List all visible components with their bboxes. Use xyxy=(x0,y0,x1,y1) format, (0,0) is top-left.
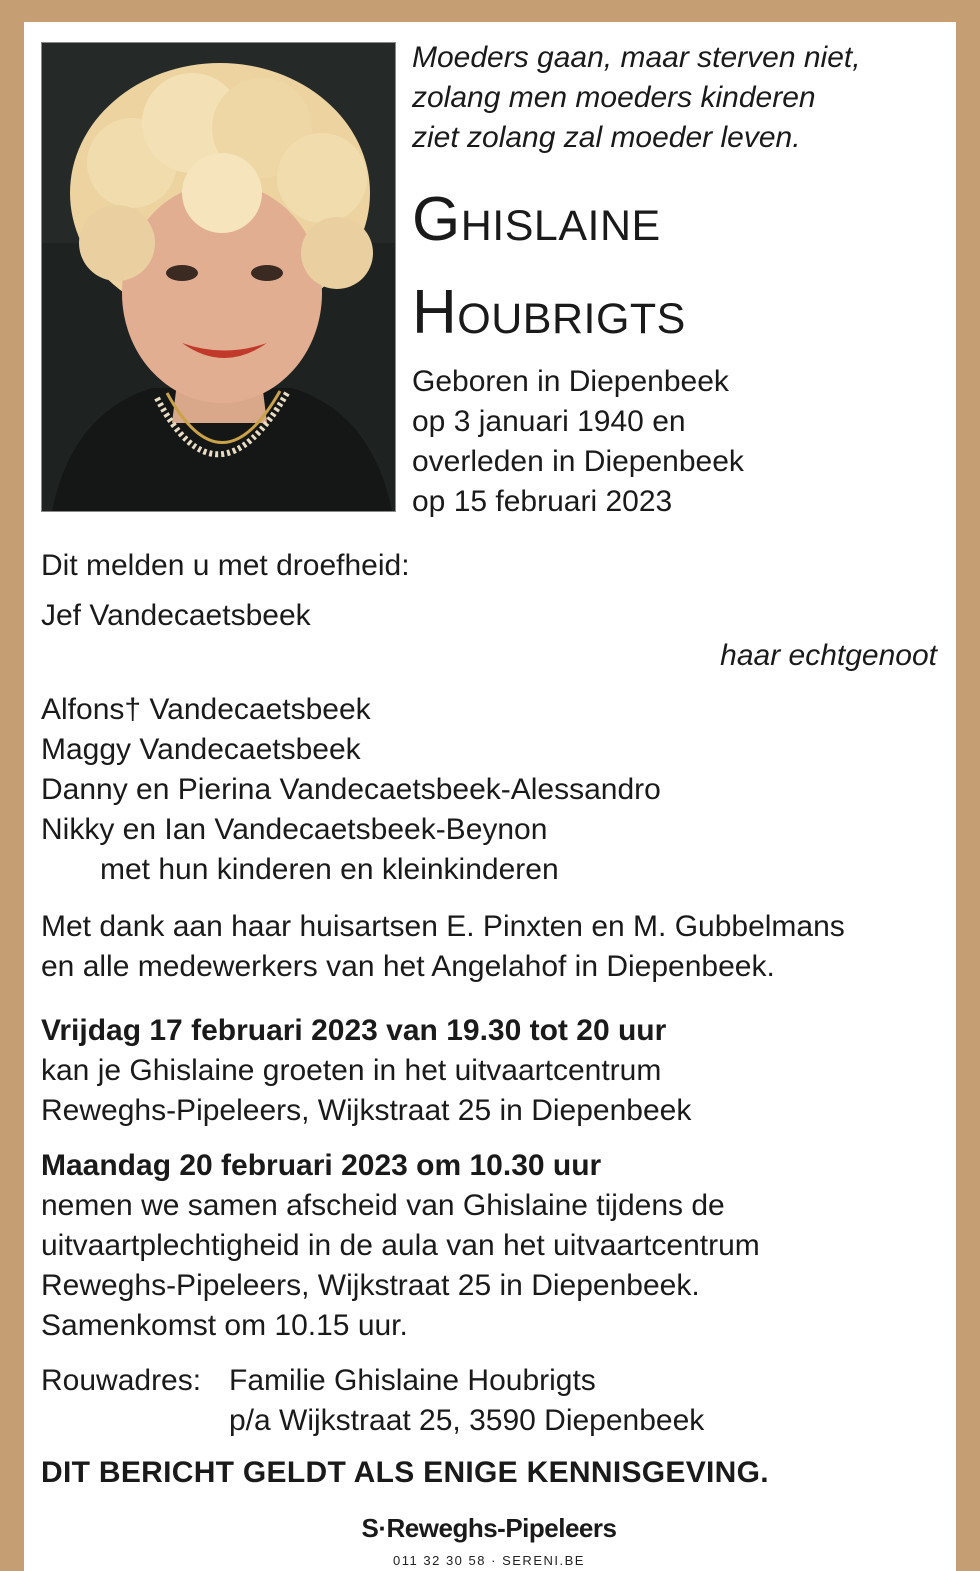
funeral-line: nemen we samen afscheid van Ghislaine tijdens de xyxy=(41,1189,725,1222)
poem-line: Moeders gaan, maar sterven niet, xyxy=(412,41,861,74)
portrait-illustration xyxy=(42,43,395,511)
poem xyxy=(412,38,861,158)
poem-line: ziet zolang zal moeder leven. xyxy=(412,121,801,154)
child-name: Maggy Vandecaetsbeek xyxy=(41,733,361,766)
intro-text: Dit melden u met droefheid: xyxy=(41,549,410,582)
spouse-role: haar echtgenoot xyxy=(720,639,937,672)
child-name: Nikky en Ian Vandecaetsbeek-Beynon xyxy=(41,813,548,846)
child-name: Danny en Pierina Vandecaetsbeek-Alessandro xyxy=(41,773,661,806)
visitation-date: Vrijdag 17 februari 2023 van 19.30 tot 20 uur xyxy=(41,1014,667,1047)
life-details xyxy=(412,362,744,522)
funeral-line: Reweghs-Pipeleers, Wijkstraat 25 in Diepenbeek. xyxy=(41,1269,700,1302)
life-line: Geboren in Diepenbeek xyxy=(412,365,729,398)
thanks-line: en alle medewerkers van het Angelahof in Diepenbeek. xyxy=(41,950,775,983)
thanks-line: Met dank aan haar huisartsen E. Pinxten en M. Gubbelmans xyxy=(41,910,845,943)
life-line: overleden in Diepenbeek xyxy=(412,445,744,478)
spouse-name: Jef Vandecaetsbeek xyxy=(41,599,311,632)
children-note: met hun kinderen en kleinkinderen xyxy=(100,853,559,886)
deceased-last-name: Houbrigts xyxy=(412,278,686,347)
funeral-home-brand: S·Reweghs-Pipeleers xyxy=(361,1513,617,1543)
life-line: op 3 januari 1940 en xyxy=(412,405,686,438)
funeral-line: uitvaartplechtigheid in de aula van het uitvaartcentrum xyxy=(41,1229,760,1262)
footer xyxy=(312,1503,666,1571)
poem-line: zolang men moeders kinderen xyxy=(412,81,816,114)
address-line: Familie Ghislaine Houbrigts xyxy=(229,1364,596,1397)
portrait-photo xyxy=(41,42,396,512)
address-label: Rouwadres: xyxy=(41,1364,202,1397)
announcement: DIT BERICHT GELDT ALS ENIGE KENNISGEVING. xyxy=(41,1456,769,1489)
child-name: Alfons† Vandecaetsbeek xyxy=(41,693,371,726)
footer-phone: 011 32 30 58 xyxy=(393,1553,486,1568)
footer-contact xyxy=(312,1553,666,1568)
address-line: p/a Wijkstraat 25, 3590 Diepenbeek xyxy=(229,1404,705,1437)
visitation-line: kan je Ghislaine groeten in het uitvaartcentrum xyxy=(41,1054,662,1087)
funeral-line: Samenkomst om 10.15 uur. xyxy=(41,1309,408,1342)
deceased-first-name: Ghislaine xyxy=(412,185,661,254)
funeral-date: Maandag 20 februari 2023 om 10.30 uur xyxy=(41,1149,602,1182)
visitation-line: Reweghs-Pipeleers, Wijkstraat 25 in Diepenbeek xyxy=(41,1094,692,1127)
footer-separator: · xyxy=(491,1553,497,1568)
footer-website: SERENI.BE xyxy=(502,1553,585,1568)
life-line: op 15 februari 2023 xyxy=(412,485,673,518)
